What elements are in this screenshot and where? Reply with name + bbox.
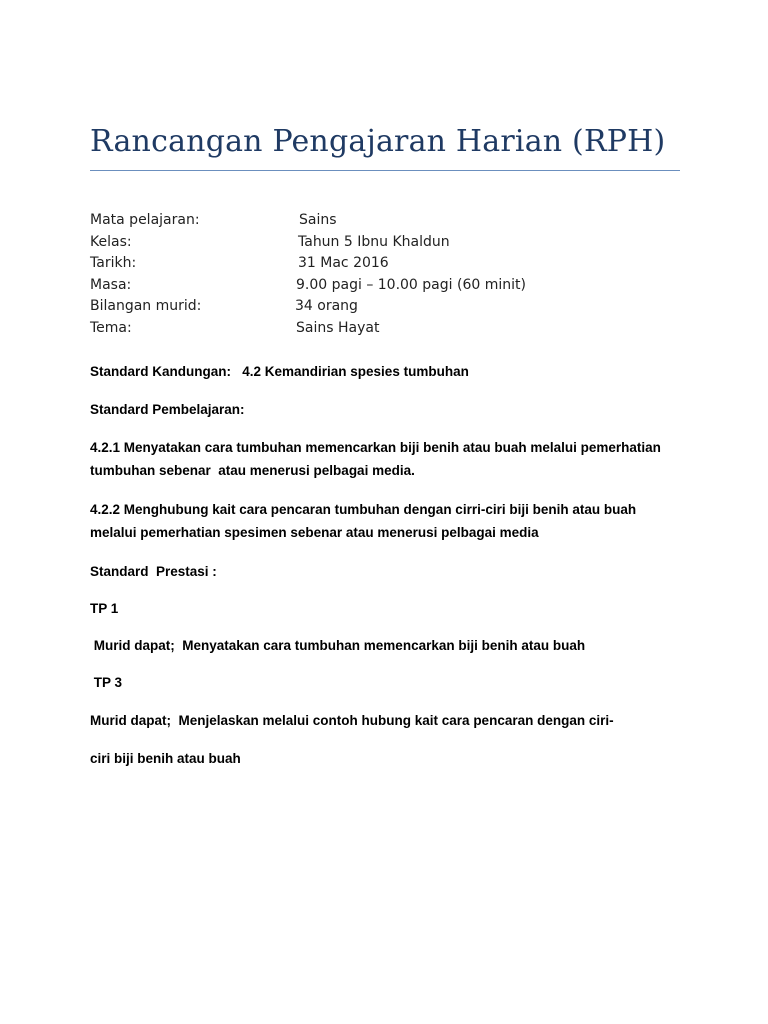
info-value: 31 Mac 2016: [298, 255, 389, 271]
tp1-description: Murid dapat; Menyatakan cara tumbuhan memencarkan biji benih atau buah: [90, 638, 586, 653]
info-row-theme: [90, 320, 690, 342]
info-row-students: [90, 298, 690, 320]
info-value: Tahun 5 Ibnu Khaldun: [298, 233, 450, 250]
tp3-description-line-2: ciri biji benih atau buah: [90, 751, 241, 766]
info-row-subject: [90, 212, 690, 234]
info-value: Sains: [299, 212, 337, 228]
tp1-heading: TP 1: [90, 601, 119, 616]
learning-standard-line: melalui pemerhatian spesimen sebenar atau menerusi pelbagai media: [90, 525, 539, 540]
tp3-heading: TP 3: [90, 675, 123, 690]
tp3-description-line-1: Murid dapat; Menjelaskan melalui contoh hubung kait cara pencaran dengan ciri-: [90, 713, 614, 728]
info-label: Tema:: [90, 319, 132, 336]
learning-standard-line: 4.2.1 Menyatakan cara tumbuhan memencarkan biji benih atau buah melalui pemerhatian: [90, 440, 661, 455]
standard-prestasi-heading: Standard Prestasi :: [90, 564, 217, 579]
learning-standard-4-2-1: [90, 436, 690, 482]
info-label: Masa:: [90, 276, 132, 293]
lesson-info-table: [90, 212, 690, 341]
info-value: Sains Hayat: [296, 319, 380, 336]
info-value: 9.00 pagi – 10.00 pagi (60 minit): [296, 276, 526, 293]
standard-kandungan: Standard Kandungan: 4.2 Kemandirian spesies tumbuhan: [90, 364, 469, 379]
learning-standard-4-2-2: [90, 498, 690, 544]
standard-pembelajaran-heading: Standard Pembelajaran:: [90, 402, 245, 417]
info-label: Mata pelajaran:: [90, 212, 200, 228]
info-value: 34 orang: [295, 298, 358, 314]
info-row-class: [90, 234, 690, 256]
learning-standard-line: 4.2.2 Menghubung kait cara pencaran tumbuhan dengan cirri-ciri biji benih atau buah: [90, 502, 637, 517]
info-label: Bilangan murid:: [90, 298, 202, 314]
learning-standard-line: tumbuhan sebenar atau menerusi pelbagai media.: [90, 463, 415, 478]
info-label: Kelas:: [90, 233, 132, 250]
info-row-date: [90, 255, 690, 277]
info-label: Tarikh:: [90, 255, 137, 271]
info-row-time: [90, 277, 690, 299]
title-underline: [90, 170, 680, 171]
document-title: Rancangan Pengajaran Harian (RPH): [90, 124, 666, 159]
